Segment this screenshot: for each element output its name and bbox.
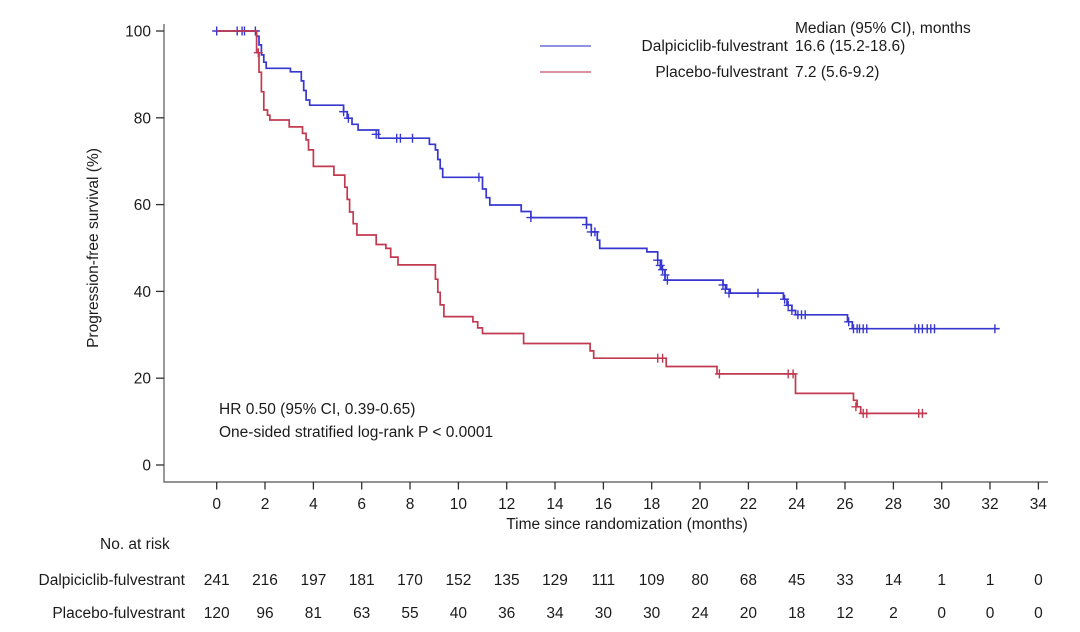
at-risk-value: 30 bbox=[643, 605, 661, 622]
at-risk-value: 30 bbox=[594, 605, 613, 622]
log-rank-annotation: One-sided stratified log-rank P < 0.0001 bbox=[219, 424, 494, 441]
legend-label-dalpiciclib: Dalpiciclib-fulvestrant bbox=[641, 38, 788, 55]
at-risk-row-label-placebo: Placebo-fulvestrant bbox=[52, 605, 185, 622]
placebo-fulvestrant-censor-mark bbox=[851, 402, 860, 411]
at-risk-value: 34 bbox=[546, 605, 564, 622]
dalpiciclib-fulvestrant-censor-mark bbox=[754, 289, 763, 298]
x-tick-label: 10 bbox=[449, 496, 468, 513]
at-risk-row-label-dalpiciclib: Dalpiciclib-fulvestrant bbox=[38, 572, 185, 589]
x-tick-label: 24 bbox=[788, 496, 806, 513]
dalpiciclib-fulvestrant-censor-mark bbox=[582, 220, 591, 229]
x-tick-label: 32 bbox=[981, 496, 999, 513]
at-risk-value: 36 bbox=[498, 605, 516, 622]
dalpiciclib-fulvestrant-censor-mark bbox=[990, 324, 999, 333]
at-risk-values bbox=[204, 572, 1043, 622]
x-tick-label: 14 bbox=[546, 496, 564, 513]
at-risk-value: 24 bbox=[691, 605, 709, 622]
at-risk-value: 0 bbox=[1034, 605, 1043, 622]
at-risk-value: 1 bbox=[937, 572, 947, 589]
at-risk-value: 241 bbox=[203, 572, 230, 589]
x-tick-label: 16 bbox=[594, 496, 613, 513]
y-tick-label: 40 bbox=[133, 283, 151, 301]
dalpiciclib-fulvestrant-censor-mark bbox=[661, 270, 670, 279]
at-risk-value: 135 bbox=[493, 572, 520, 589]
x-tick-label: 6 bbox=[357, 496, 367, 513]
x-tick-label: 0 bbox=[212, 496, 222, 513]
x-tick-label: 28 bbox=[884, 496, 903, 513]
x-tick-label: 34 bbox=[1029, 496, 1048, 513]
x-tick-label: 12 bbox=[498, 496, 516, 513]
y-axis-title: Progression-free survival (%) bbox=[85, 148, 102, 348]
at-risk-value: 14 bbox=[884, 572, 903, 589]
at-risk-value: 111 bbox=[591, 572, 616, 589]
legend-label-placebo: Placebo-fulvestrant bbox=[655, 64, 788, 81]
x-tick-label: 22 bbox=[739, 496, 758, 513]
at-risk-value: 80 bbox=[691, 572, 709, 589]
x-tick-label: 18 bbox=[643, 496, 661, 513]
x-tick-label: 8 bbox=[405, 496, 415, 513]
hazard-ratio-annotation: HR 0.50 (95% CI, 0.39-0.65) bbox=[219, 401, 416, 418]
at-risk-value: 81 bbox=[304, 605, 323, 622]
at-risk-value: 181 bbox=[348, 572, 375, 589]
at-risk-value: 216 bbox=[252, 572, 278, 589]
at-risk-value: 96 bbox=[256, 605, 274, 622]
at-risk-value: 120 bbox=[203, 605, 230, 622]
at-risk-value: 197 bbox=[300, 572, 327, 589]
y-tick-label: 80 bbox=[133, 110, 151, 128]
x-tick-label: 26 bbox=[836, 496, 854, 513]
at-risk-value: 109 bbox=[638, 572, 665, 589]
x-tick-label: 30 bbox=[933, 496, 951, 513]
x-tick-label: 4 bbox=[309, 496, 318, 513]
legend-lines bbox=[540, 46, 591, 72]
x-tick-label: 20 bbox=[691, 496, 709, 513]
y-tick-label: 100 bbox=[125, 23, 151, 41]
at-risk-value: 152 bbox=[445, 572, 472, 589]
at-risk-value: 129 bbox=[542, 572, 568, 589]
at-risk-value: 63 bbox=[353, 605, 371, 622]
at-risk-value: 68 bbox=[739, 572, 758, 589]
y-tick-label: 0 bbox=[142, 457, 151, 475]
at-risk-value: 0 bbox=[937, 605, 947, 622]
dalpiciclib-fulvestrant-censor-mark bbox=[408, 134, 417, 143]
at-risk-value: 1 bbox=[985, 572, 995, 589]
survival-curves bbox=[212, 27, 1000, 418]
at-risk-value: 0 bbox=[985, 605, 995, 622]
x-axis-title: Time since randomization (months) bbox=[506, 516, 748, 533]
at-risk-value: 0 bbox=[1034, 572, 1043, 589]
legend-median-placebo: 7.2 (5.6-9.2) bbox=[795, 64, 880, 81]
at-risk-value: 33 bbox=[836, 572, 854, 589]
y-tick-label: 20 bbox=[133, 370, 151, 388]
dalpiciclib-fulvestrant-curve bbox=[217, 31, 1000, 329]
at-risk-value: 20 bbox=[739, 605, 758, 622]
x-tick-label: 2 bbox=[260, 496, 270, 513]
at-risk-value: 12 bbox=[836, 605, 854, 622]
at-risk-value: 2 bbox=[889, 605, 898, 622]
at-risk-value: 18 bbox=[788, 605, 806, 622]
at-risk-value: 170 bbox=[397, 572, 423, 589]
at-risk-value: 45 bbox=[788, 572, 806, 589]
placebo-fulvestrant-curve bbox=[217, 31, 928, 413]
at-risk-title: No. at risk bbox=[100, 536, 170, 553]
at-risk-value: 40 bbox=[449, 605, 468, 622]
y-tick-label: 60 bbox=[133, 197, 151, 215]
legend-median-header: Median (95% CI), months bbox=[795, 20, 971, 37]
legend-median-dalpiciclib: 16.6 (15.2-18.6) bbox=[795, 38, 906, 55]
at-risk-value: 55 bbox=[401, 605, 419, 622]
dalpiciclib-fulvestrant-censor-mark bbox=[526, 213, 535, 222]
